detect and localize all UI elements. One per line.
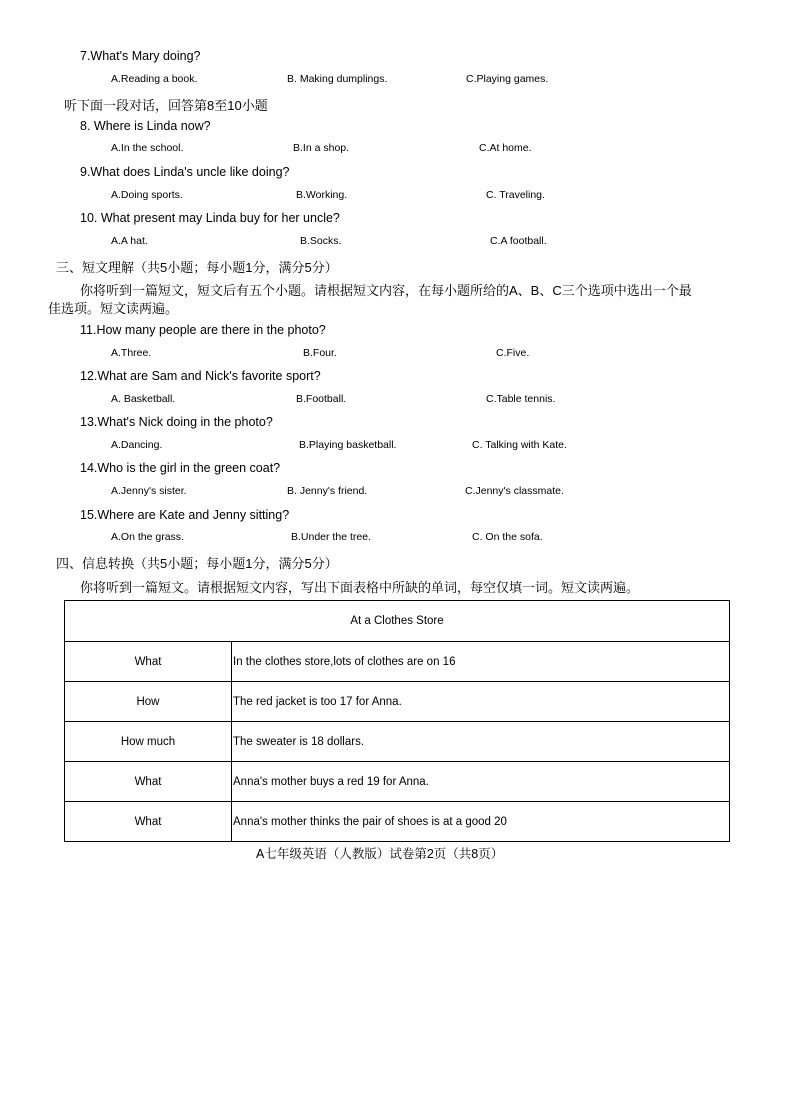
question-7-option-c: C.Playing games. (466, 73, 549, 85)
clothes-store-table (64, 600, 730, 842)
section-4-heading: 四、信息转换（共5小题；每小题1分，满分5分） (56, 556, 338, 571)
table-row (65, 802, 730, 842)
question-11-stem: 11.How many people are there in the photo? (80, 323, 326, 337)
question-12-stem: 12.What are Sam and Nick's favorite sport? (80, 369, 321, 383)
question-14-option-c: C.Jenny's classmate. (465, 485, 564, 497)
question-15-option-c: C. On the sofa. (472, 531, 543, 543)
question-12-option-c: C.Table tennis. (486, 393, 556, 405)
question-9-option-b: B.Working. (296, 189, 348, 201)
question-15-option-a: A.On the grass. (111, 531, 184, 543)
table-row (65, 682, 730, 722)
row-label: What (65, 802, 232, 842)
question-14-stem: 14.Who is the girl in the green coat? (80, 461, 281, 475)
question-10-option-b: B.Socks. (300, 235, 342, 247)
row-label: How (65, 682, 232, 722)
row-label: What (65, 642, 232, 682)
question-7-option-a: A.Reading a book. (111, 73, 198, 85)
question-10-stem: 10. What present may Linda buy for her uncle? (80, 211, 340, 225)
question-15-option-b: B.Under the tree. (291, 531, 371, 543)
table-row (65, 762, 730, 802)
question-8-stem: 8. Where is Linda now? (80, 119, 211, 133)
row-text: The red jacket is too 17 for Anna. (232, 682, 730, 722)
question-9-stem: 9.What does Linda's uncle like doing? (80, 165, 290, 179)
table-row (65, 722, 730, 762)
question-7-option-b: B. Making dumplings. (287, 73, 388, 85)
table-title: At a Clothes Store (65, 601, 730, 642)
question-8-option-c: C.At home. (479, 142, 532, 154)
question-14-option-b: B. Jenny's friend. (287, 485, 368, 497)
question-13-option-a: A.Dancing. (111, 439, 163, 451)
section-4-instruction: 你将听到一篇短文。请根据短文内容，写出下面表格中所缺的单词，每空仅填一词。短文读两遍。 (80, 580, 640, 595)
question-10-option-a: A.A hat. (111, 235, 148, 247)
row-text: Anna's mother thinks the pair of shoes is at a good 20 (232, 802, 730, 842)
row-text: Anna's mother buys a red 19 for Anna. (232, 762, 730, 802)
question-10-option-c: C.A football. (490, 235, 547, 247)
question-12-option-b: B.Football. (296, 393, 347, 405)
question-15-stem: 15.Where are Kate and Jenny sitting? (80, 508, 290, 522)
question-8-option-a: A.In the school. (111, 142, 184, 154)
dialogue-instruction: 听下面一段对话，回答第8至10小题 (64, 98, 268, 113)
section-3-instruction-line-2: 佳选项。短文读两遍。 (48, 301, 179, 316)
question-13-option-c: C. Talking with Kate. (472, 439, 567, 451)
section-3-instruction-line-1: 你将听到一篇短文，短文后有五个小题。请根据短文内容，在每小题所给的A、B、C三个选项中选出一个最 (80, 283, 692, 298)
question-12-option-a: A. Basketball. (111, 393, 176, 405)
question-9-option-a: A.Doing sports. (111, 189, 183, 201)
section-3-heading: 三、短文理解（共5小题；每小题1分，满分5分） (56, 260, 338, 275)
row-text: The sweater is 18 dollars. (232, 722, 730, 762)
question-11-option-c: C.Five. (496, 347, 530, 359)
page-footer: A七年级英语（人教版）试卷第2页（共8页） (256, 847, 504, 861)
question-13-option-b: B.Playing basketball. (299, 439, 397, 451)
question-13-stem: 13.What's Nick doing in the photo? (80, 415, 273, 429)
question-9-option-c: C. Traveling. (486, 189, 545, 201)
row-label: What (65, 762, 232, 802)
row-text: In the clothes store,lots of clothes are on 16 (232, 642, 730, 682)
row-label: How much (65, 722, 232, 762)
question-7-stem: 7.What's Mary doing? (80, 49, 201, 63)
table-title-row (65, 601, 730, 642)
question-14-option-a: A.Jenny's sister. (111, 485, 187, 497)
table-row (65, 642, 730, 682)
question-8-option-b: B.In a shop. (293, 142, 350, 154)
question-11-option-a: A.Three. (111, 347, 152, 359)
question-11-option-b: B.Four. (303, 347, 337, 359)
